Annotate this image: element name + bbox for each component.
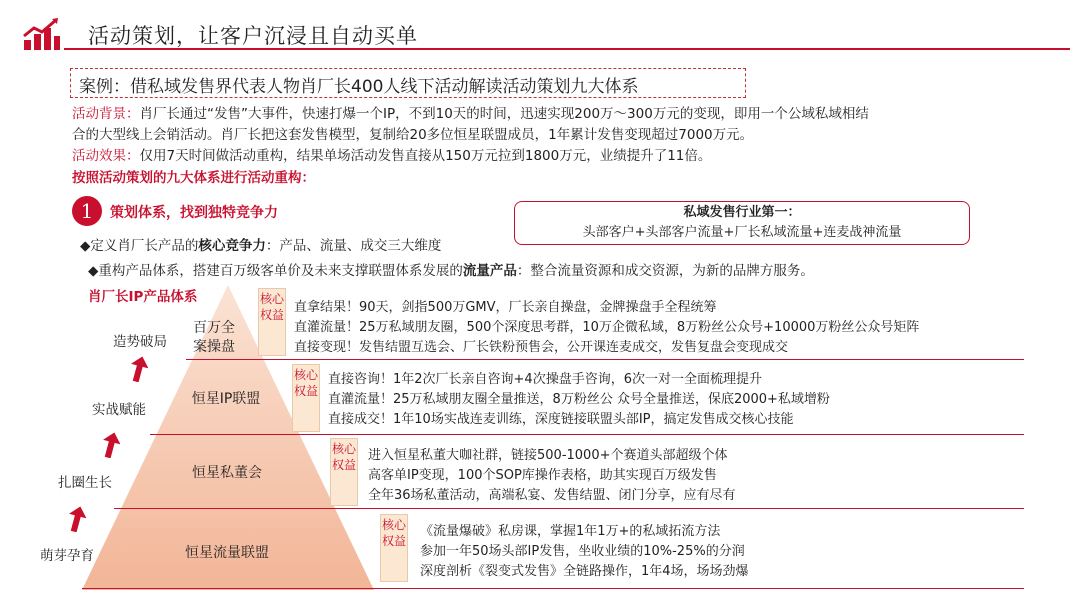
tier-divider-4 <box>82 588 1024 589</box>
core-benefit-tag-4: 核心权益 <box>380 514 408 582</box>
up-arrow-icon <box>102 432 120 458</box>
stage-label-2: 实战赋能 <box>92 402 146 418</box>
core-benefit-tag-1: 核心权益 <box>258 288 286 356</box>
benefit-line: 《流量爆破》私房课，掌握1年1万+的私域拓流方法 <box>420 524 721 539</box>
stage-label-4: 萌芽孕育 <box>40 548 94 564</box>
benefit-line: 直接变现！发售结盟互选会、厂长铁粉预售会，公开课连麦成交，发售复盘会变现成交 <box>294 340 789 355</box>
benefit-line: 直灌流量！25万私域朋友圈，500个深度思考群，10万企微私域，8万粉丝公众号+10000万粉丝公众号矩阵 <box>294 320 920 335</box>
effect-label: 活动效果： <box>72 148 140 164</box>
benefit-line: 直灌流量！25万私域朋友圈全量推送，8万粉丝公 众号全量推送，保底2000+私域增粉 <box>328 392 830 407</box>
background-line1: 肖厂长通过“发售”大事件，快速打爆一个IP，不到10天的时间，迅速实现200万～300万元的变现，即用一个公域私域相结 <box>139 106 869 122</box>
benefit-line: 全年36场私董活动，高端私宴、发售结盟、闭门分享，应有尽有 <box>368 488 736 503</box>
core-benefit-tag-2: 核心权益 <box>292 364 320 432</box>
benefit-line: 进入恒星私董大咖社群，链接500-1000+个赛道头部超级个体 <box>368 448 728 463</box>
background-label: 活动背景： <box>72 106 140 122</box>
tier2-benefits <box>328 370 830 430</box>
bullet1-bold: 核心竞争力 <box>198 238 266 254</box>
background-line2: 合的大型线上会销活动。肖厂长把这套发售模型，复制给20多位恒星联盟成员，1年累计发售变现超过7000万元。 <box>72 127 754 143</box>
tier-label-1: 百万全案操盘 <box>193 320 235 355</box>
tier1-benefits <box>294 298 919 358</box>
effect-text: 仅用7天时间做活动重构，结果单场活动发售直接从150万元拉到1800万元，业绩提升了11倍。 <box>139 148 712 164</box>
strategy-number-badge: 1 <box>72 196 102 226</box>
bullet1-prefix: ◆定义肖厂长产品的 <box>80 238 199 254</box>
tier-divider-2 <box>150 434 1024 435</box>
tier-divider-1 <box>186 359 1024 360</box>
stage-label-1: 造势破局 <box>113 334 167 350</box>
bullet2-suffix: ：整合流量资源和成交资源，为新的品牌方服务。 <box>516 263 814 279</box>
case-title-box: 案例：借私域发售界代表人物肖厂长400人线下活动解读活动策划九大体系 <box>70 68 746 98</box>
tier-divider-3 <box>114 508 1024 509</box>
benefit-line: 深度剖析《裂变式发售》全链路操作，1年4场，场场劲爆 <box>420 564 749 579</box>
stage-label-3: 扎圈生长 <box>58 475 112 491</box>
up-arrow-icon <box>130 356 148 382</box>
tier-label-3: 恒星私董会 <box>192 465 262 481</box>
up-arrow-icon <box>68 506 86 532</box>
bullet2-bold: 流量产品 <box>462 263 517 279</box>
bullet2-prefix: ◆重构产品体系，搭建百万级客单价及未来支撑联盟体系发展的 <box>88 263 463 279</box>
benefit-line: 参加一年50场头部IP发售，坐收业绩的10%-25%的分润 <box>420 544 745 559</box>
benefit-line: 直接咨询！1年2次厂长亲自咨询+4次操盘手咨询，6次一对一全面梳理提升 <box>328 372 762 387</box>
core-benefit-tag-3: 核心权益 <box>330 438 358 506</box>
callout-line2: 头部客户+头部客户流量+厂长私域流量+连麦战神流量 <box>582 225 902 240</box>
restructure-heading: 按照活动策划的九大体系进行活动重构： <box>72 170 315 186</box>
tier4-benefits <box>420 522 749 582</box>
benefit-line: 直拿结果！90天，剑指500万GMV，厂长亲自操盘，金牌操盘手全程统筹 <box>294 300 717 315</box>
benefit-line: 直接成交！1年10场实战连麦训练，深度链接联盟头部IP，搞定发售成交核心技能 <box>328 412 794 427</box>
pyramid-title: 肖厂长IP产品体系 <box>88 289 198 305</box>
callout-line1: 私域发售行业第一： <box>683 205 801 220</box>
bullet1-suffix: ：产品、流量、成交三大维度 <box>265 238 442 254</box>
strategy-title: 策划体系，找到独特竞争力 <box>110 205 278 221</box>
benefit-line: 高客单IP变现，100个SOP库操作表格，助其实现百万级发售 <box>368 468 717 483</box>
tier-label-2: 恒星IP联盟 <box>191 391 261 407</box>
tier-label-4: 恒星流量联盟 <box>185 545 269 561</box>
page-title: 活动策划，让客户沉浸且自动买单 <box>88 24 418 48</box>
tier3-benefits <box>368 446 736 506</box>
